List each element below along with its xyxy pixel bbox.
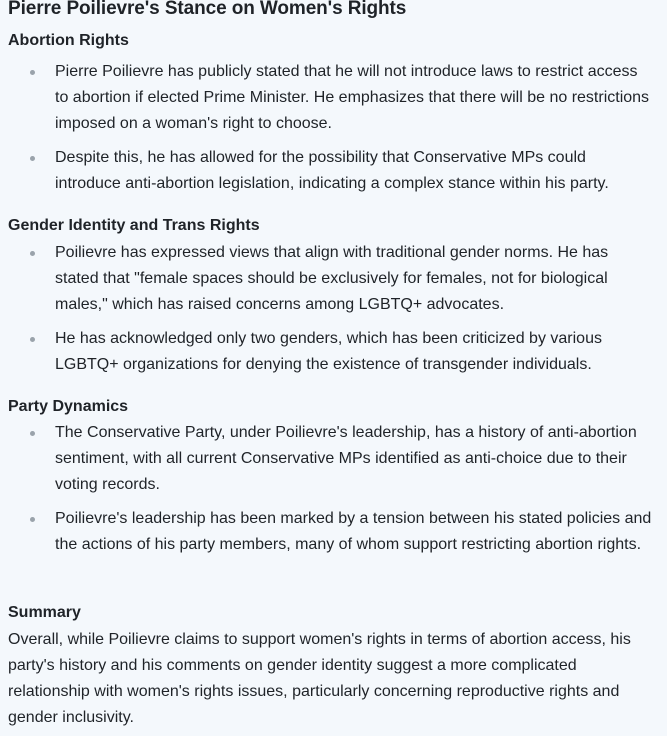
section-heading-party-dynamics: Party Dynamics [8, 398, 129, 415]
list-item-text: The Conservative Party, under Poilievre's leadership, has a history of anti-abortion sentiment, with all current Conservative MPs identified as anti-choice due to their voting records. [55, 424, 637, 493]
bullet-icon [30, 431, 35, 436]
bullet-list-abortion-rights [0, 59, 667, 197]
bullet-icon [30, 337, 35, 342]
list-item-text: Poilievre has expressed views that align with traditional gender norms. He has stated that "female spaces should be exclusively for females, not for biological males," which has raised concerns among LGBTQ+ advocates. [55, 244, 609, 313]
list-item-text: Pierre Poilievre has publicly stated that he will not introduce laws to restrict access to abortion if elected Prime Minister. He emphasizes that there will be no restrictions imposed on a woman's right to choose. [55, 63, 650, 132]
page-title: Pierre Poilievre's Stance on Women's Rights [8, 0, 407, 19]
list-item-text: Poilievre's leadership has been marked by a tension between his stated policies and the actions of his party members, many of whom support restricting abortion rights. [55, 510, 652, 553]
list-item-text: Despite this, he has allowed for the possibility that Conservative MPs could introduce anti-abortion legislation, indicating a complex stance within his party. [55, 149, 609, 192]
section-heading-gender-identity: Gender Identity and Trans Rights [8, 217, 260, 234]
bullet-icon [30, 251, 35, 256]
list-item [0, 506, 667, 558]
list-item [0, 240, 667, 318]
bullet-icon [30, 156, 35, 161]
list-item [0, 420, 667, 498]
summary-paragraph: Overall, while Poilievre claims to support women's rights in terms of abortion access, his party's history and his comments on gender identity suggest a more complicated relationship with women's rights issues, particularly concerning reproductive rights and gender inclusivity. [8, 631, 631, 726]
bullet-icon [30, 517, 35, 522]
section-heading-summary: Summary [8, 604, 81, 621]
list-item [0, 145, 667, 197]
list-item [0, 59, 667, 137]
bullet-icon [30, 70, 35, 75]
bullet-list-gender-identity [0, 240, 667, 378]
list-item-text: He has acknowledged only two genders, which has been criticized by various LGBTQ+ organizations for denying the existence of transgender individuals. [55, 330, 602, 373]
bullet-list-party-dynamics [0, 420, 667, 558]
section-heading-abortion-rights: Abortion Rights [8, 32, 129, 49]
list-item [0, 326, 667, 378]
